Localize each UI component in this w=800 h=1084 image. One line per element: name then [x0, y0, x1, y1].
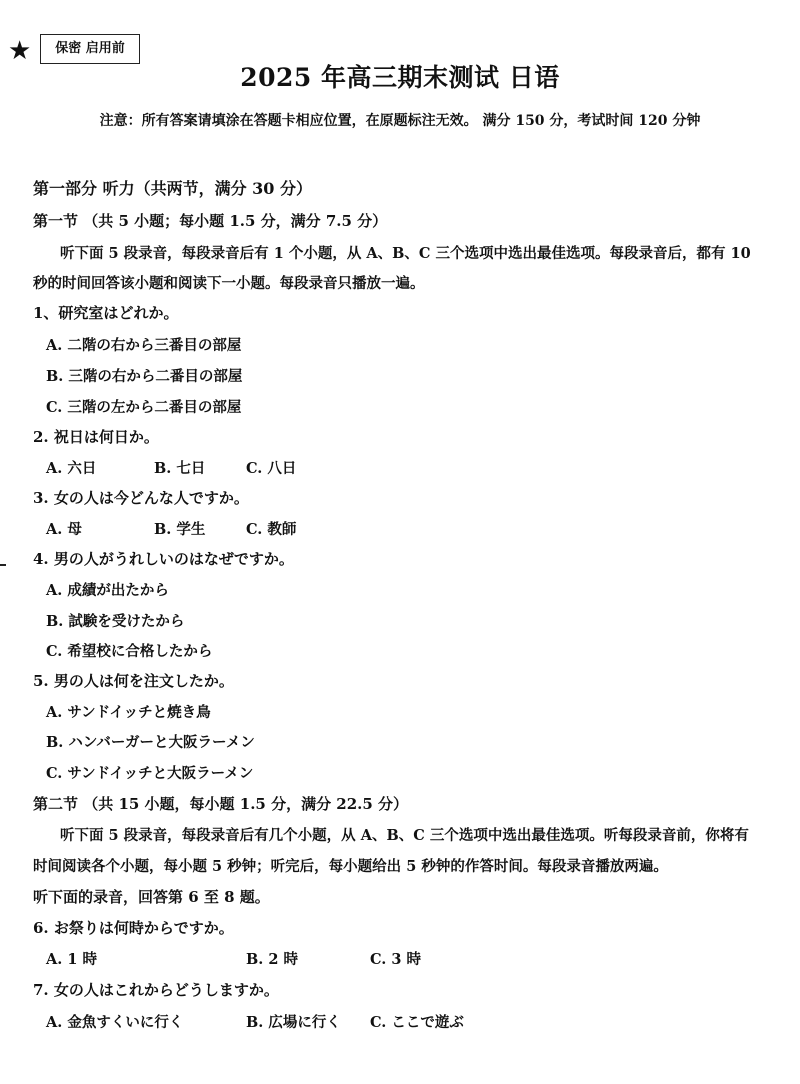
confidential-seal: 保密 启用前: [40, 34, 140, 64]
question-option: A. 二階の右から三番目の部屋: [46, 337, 242, 354]
question-option: B. 広場に行く: [246, 1014, 341, 1031]
section1-heading: 第一节 （共 5 小题；每小题 1.5 分，满分 7.5 分）: [33, 212, 388, 230]
margin-mark: [0, 564, 6, 566]
question-option: A. サンドイッチと焼き鳥: [46, 704, 211, 721]
question-option: C. サンドイッチと大阪ラーメン: [46, 765, 254, 782]
star-icon: ★: [8, 36, 32, 66]
part1-heading: 第一部分 听力（共两节，满分 30 分）: [33, 179, 312, 198]
question-stem: 7. 女の人はこれからどうしますか。: [33, 981, 279, 999]
question-option: B. 三階の右から二番目の部屋: [46, 368, 243, 385]
question-option: B. 2 時: [246, 951, 298, 968]
section2-heading: 第二节 （共 15 小题，每小题 1.5 分，满分 22.5 分）: [33, 795, 409, 813]
question-option: A. 母: [46, 521, 82, 538]
question-stem: 4. 男の人がうれしいのはなぜですか。: [33, 550, 294, 568]
section2-instructions-line1: 听下面 5 段录音，每段录音后有几个小题，从 A、B、C 三个选项中选出最佳选项。听每段录音前，你将有: [60, 827, 749, 844]
question-option: C. ここで遊ぶ: [370, 1014, 464, 1031]
question-option: A. 六日: [46, 460, 97, 477]
section2-instructions-line2: 时间阅读各个小题，每小题 5 秒钟；听完后，每小题给出 5 秒钟的作答时间。每段录音播放两遍。: [33, 858, 668, 875]
question-option: B. 試験を受けたから: [46, 613, 185, 630]
exam-title: 2025 年高三期末测试 日语: [240, 63, 560, 92]
question-option: B. ハンバーガーと大阪ラーメン: [46, 734, 255, 751]
question-option: C. 三階の左から二番目の部屋: [46, 399, 242, 416]
question-stem: 6. お祭りは何時からですか。: [33, 919, 234, 937]
exam-notice: 注意：所有答案请填涂在答题卡相应位置，在原题标注无效。 满分 150 分，考试时间 120 分钟: [99, 113, 701, 129]
question-stem: 5. 男の人は何を注文したか。: [33, 672, 234, 690]
question-option: A. 金魚すくいに行く: [46, 1014, 184, 1031]
section1-instructions-line2: 秒的时间回答该小题和阅读下一小题。每段录音只播放一遍。: [33, 275, 425, 292]
question-option: C. 八日: [246, 460, 297, 477]
question-option: C. 3 時: [370, 951, 422, 968]
question-option: B. 学生: [154, 521, 206, 538]
question-option: A. 1 時: [46, 951, 97, 968]
question-stem: 1、研究室はどれか。: [33, 304, 179, 322]
question-option: A. 成績が出たから: [46, 582, 169, 599]
question-option: B. 七日: [154, 460, 206, 477]
listening-group-heading: 听下面的录音，回答第 6 至 8 题。: [33, 888, 270, 906]
question-option: C. 希望校に合格したから: [46, 643, 213, 660]
section1-instructions-line1: 听下面 5 段录音，每段录音后有 1 个小题，从 A、B、C 三个选项中选出最佳选项。每段录音后，都有 10: [60, 245, 751, 262]
question-option: C. 教師: [246, 521, 297, 538]
question-stem: 3. 女の人は今どんな人ですか。: [33, 489, 249, 507]
question-stem: 2. 祝日は何日か。: [33, 428, 159, 446]
